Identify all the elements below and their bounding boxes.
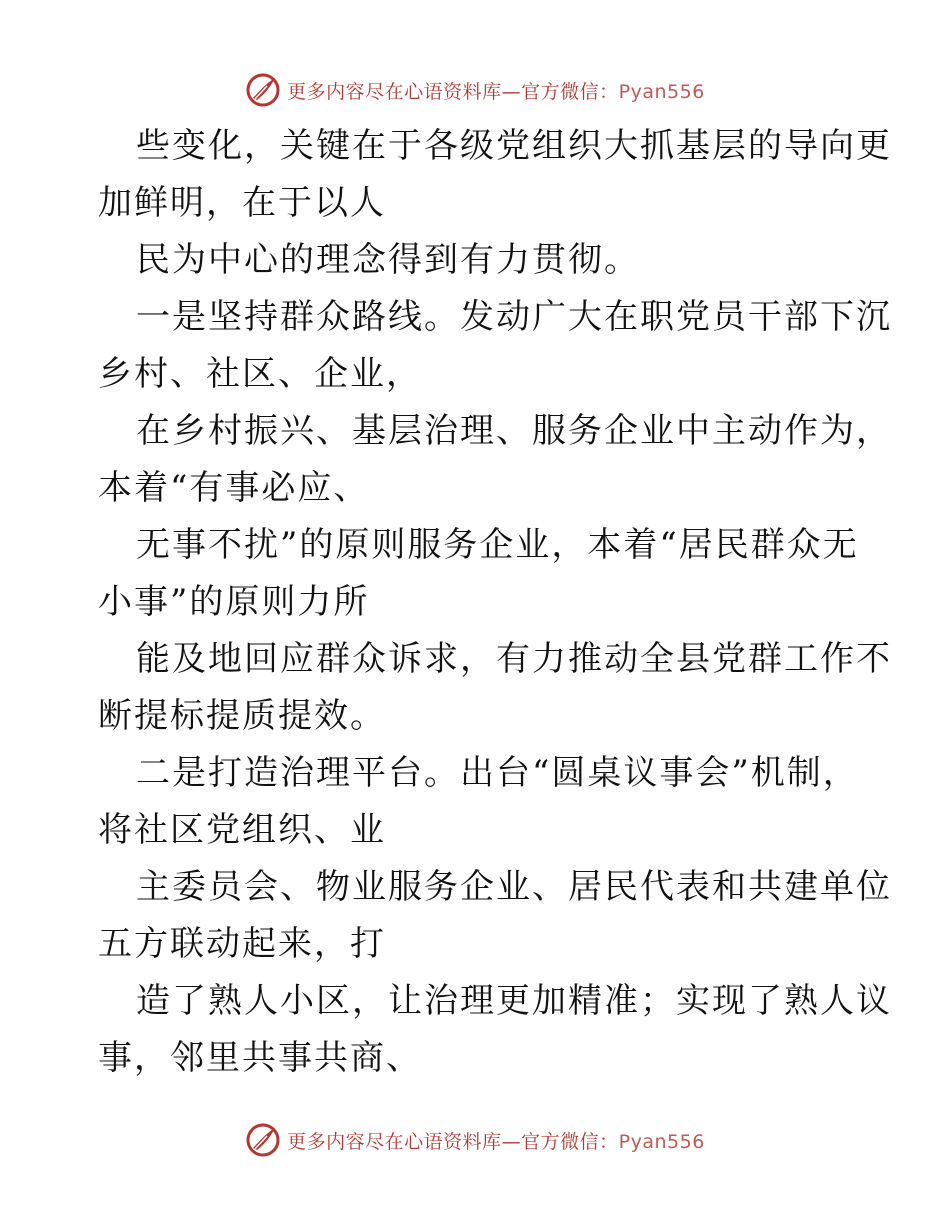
text-line: 将社区党组织、业 (98, 810, 386, 850)
text-line: 断提标提质提效。 (98, 696, 386, 736)
text-line: 主委员会、物业服务企业、居民代表和共建单位 (136, 867, 892, 907)
red-quill-emblem-icon (245, 72, 281, 108)
red-quill-emblem-icon (245, 1122, 281, 1158)
header-watermark-banner (0, 68, 950, 112)
text-line: 些变化，关键在于各级党组织大抓基层的导向更 (136, 126, 892, 166)
wechat-id: Pyan556 (618, 80, 705, 103)
text-line: 小事”的原则力所 (98, 582, 370, 622)
text-line: 无事不扰”的原则服务企业，本着“居民群众无 (136, 525, 859, 565)
text-line: 事，邻里共事共商、 (98, 1038, 422, 1078)
text-line: 本着“有事必应、 (98, 468, 370, 508)
text-line: 一是坚持群众路线。发动广大在职党员干部下沉 (136, 297, 892, 337)
text-line: 民为中心的理念得到有力贯彻。 (136, 240, 640, 280)
document-body (98, 118, 892, 1087)
watermark-text: 更多内容尽在心语资料库—官方微信：Pyan556 (287, 80, 705, 103)
text-line: 在乡村振兴、基层治理、服务企业中主动作为， (136, 411, 892, 451)
text-line: 能及地回应群众诉求，有力推动全县党群工作不 (136, 639, 892, 679)
text-line: 造了熟人小区，让治理更加精准；实现了熟人议 (136, 981, 892, 1021)
text-line: 五方联动起来，打 (98, 924, 386, 964)
watermark-text: 更多内容尽在心语资料库—官方微信：Pyan556 (287, 1130, 705, 1153)
text-line: 加鲜明，在于以人 (98, 183, 386, 223)
text-line: 二是打造治理平台。出台“圆桌议事会”机制， (136, 753, 859, 793)
footer-watermark-banner (0, 1118, 950, 1162)
wechat-id: Pyan556 (618, 1130, 705, 1153)
text-line: 乡村、社区、企业， (98, 354, 422, 394)
